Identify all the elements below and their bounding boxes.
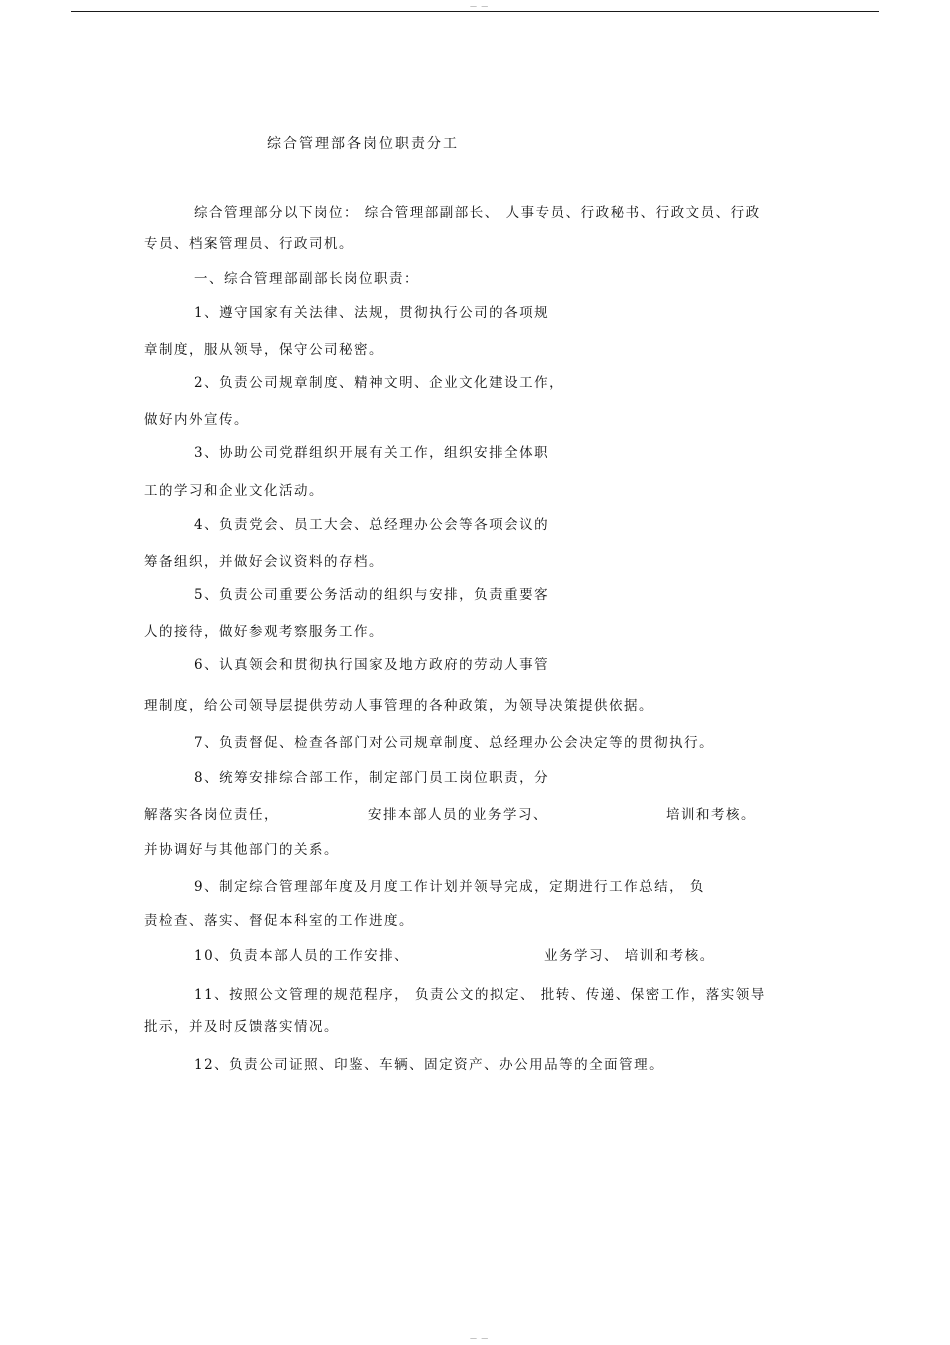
duty-5-line-1: 5、负责公司重要公务活动的组织与安排，负责重要客 (194, 587, 550, 603)
duty-8-line-3: 并协调好与其他部门的关系。 (144, 842, 339, 858)
section-heading: 一、综合管理部副部长岗位职责： (194, 271, 419, 287)
duty-9-line-2: 责检查、落实、督促本科室的工作进度。 (144, 913, 414, 929)
intro-line-2: 专员、档案管理员、行政司机。 (144, 236, 354, 252)
duty-2-line-2: 做好内外宣传。 (144, 412, 249, 428)
duty-2-line-1: 2、负责公司规章制度、精神文明、企业文化建设工作， (194, 375, 565, 391)
duty-8-fragment-1: 解落实各岗位责任， (144, 807, 279, 823)
duty-12-line-1: 12、负责公司证照、印鉴、车辆、固定资产、办公用品等的全面管理。 (194, 1057, 665, 1073)
duty-3-line-1: 3、协助公司党群组织开展有关工作，组织安排全体职 (194, 445, 550, 461)
header-mark: — — (470, 2, 490, 10)
duty-9-line-1: 9、制定综合管理部年度及月度工作计划并领导完成，定期进行工作总结， 负 (194, 879, 705, 895)
duty-11-line-1: 11、按照公文管理的规范程序， 负责公文的拟定、 批转、传递、保密工作，落实领导 (194, 987, 766, 1003)
duty-5-line-2: 人的接待，做好参观考察服务工作。 (144, 624, 384, 640)
duty-6-line-2: 理制度，给公司领导层提供劳动人事管理的各种政策，为领导决策提供依据。 (144, 698, 654, 714)
duty-11-line-2: 批示，并及时反馈落实情况。 (144, 1019, 339, 1035)
duty-3-line-2: 工的学习和企业文化活动。 (144, 483, 324, 499)
duty-4-line-2: 筹备组织，并做好会议资料的存档。 (144, 554, 384, 570)
duty-7-line-1: 7、负责督促、检查各部门对公司规章制度、总经理办公会决定等的贯彻执行。 (194, 735, 715, 751)
duty-10-fragment-2: 业务学习、 培训和考核。 (544, 948, 715, 964)
duty-4-line-1: 4、负责党会、员工大会、总经理办公会等各项会议的 (194, 517, 550, 533)
footer-mark: — — (470, 1334, 490, 1342)
intro-line-1: 综合管理部分以下岗位： 综合管理部副部长、 人事专员、行政秘书、行政文员、行政 (194, 205, 761, 221)
header-rule (71, 11, 879, 12)
duty-8-fragment-3: 培训和考核。 (666, 807, 756, 823)
duty-1-line-1: 1、遵守国家有关法律、法规，贯彻执行公司的各项规 (194, 305, 550, 321)
duty-1-line-2: 章制度，服从领导，保守公司秘密。 (144, 342, 384, 358)
document-title: 综合管理部各岗位职责分工 (267, 136, 459, 152)
duty-8-fragment-2: 安排本部人员的业务学习、 (368, 807, 548, 823)
duty-6-line-1: 6、认真领会和贯彻执行国家及地方政府的劳动人事管 (194, 657, 550, 673)
duty-10-fragment-1: 10、负责本部人员的工作安排、 (194, 948, 410, 964)
duty-8-line-1: 8、统筹安排综合部工作，制定部门员工岗位职责，分 (194, 770, 550, 786)
